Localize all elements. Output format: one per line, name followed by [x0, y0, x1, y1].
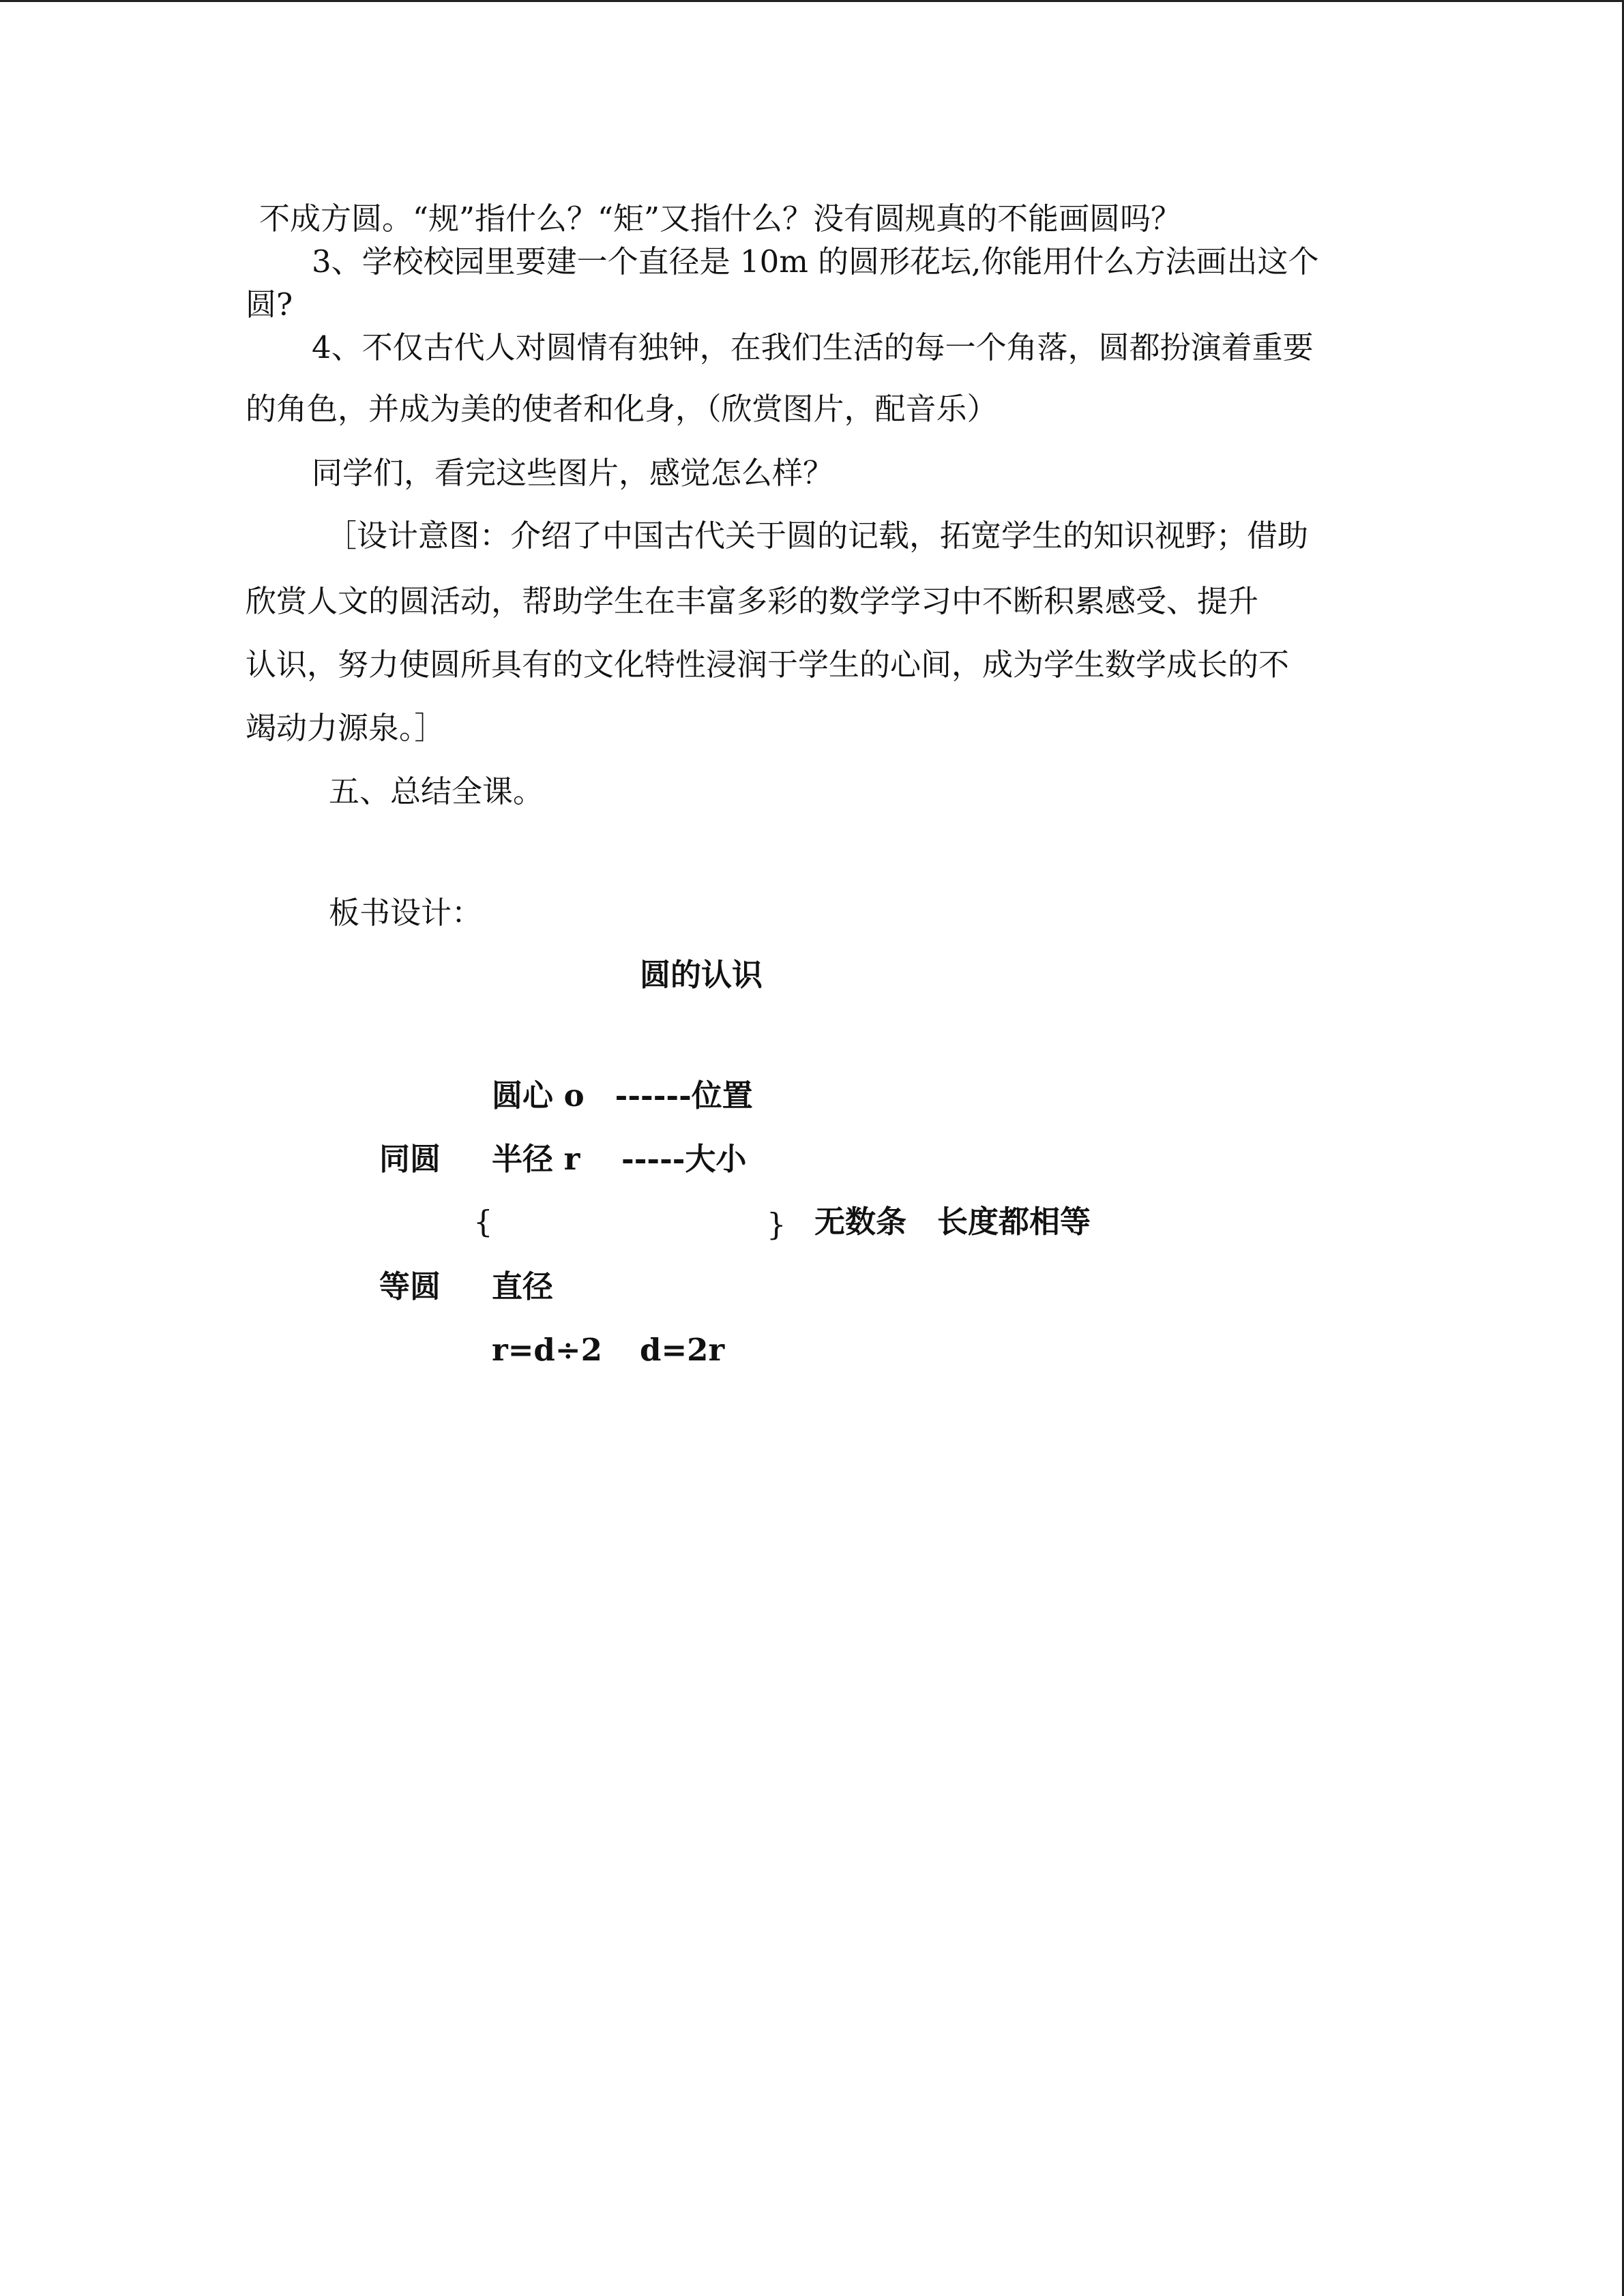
paragraph-line: ［设计意图：介绍了中国古代关于圆的记载，拓宽学生的知识视野；借助 [326, 518, 1309, 554]
board-note: 无数条 长度都相等 [814, 1204, 1091, 1240]
paragraph-line: 3、学校校园里要建一个直径是 10m 的圆形花坛,你能用什么方法画出这个 [312, 243, 1319, 280]
board-design-label: 板书设计： [329, 895, 483, 931]
paragraph-line: 认识，努力使圆所具有的文化特性浸润于学生的心间，成为学生数学成长的不 [246, 646, 1290, 683]
paragraph-line: 欣赏人文的圆活动，帮助学生在丰富多彩的数学学习中不断积累感受、提升 [246, 583, 1259, 619]
board-row-center: 圆心 o ------位置 [492, 1077, 753, 1114]
paragraph-line: 同学们，看完这些图片，感觉怎么样？ [312, 455, 834, 491]
board-label-equal-circle: 等圆 [379, 1268, 441, 1304]
right-brace: } [767, 1206, 786, 1242]
board-formula-radius: r=d÷2 [492, 1332, 602, 1368]
paragraph-line: 4、不仅古代人对圆情有独钟，在我们生活的每一个角落，圆都扮演着重要 [312, 329, 1314, 366]
board-row-diameter: 直径 [492, 1268, 554, 1304]
board-row-radius: 半径 r -----大小 [492, 1141, 747, 1177]
page-border-top [0, 0, 1624, 2]
paragraph-line: 的角色，并成为美的使者和化身，（欣赏图片，配音乐） [246, 391, 998, 427]
board-label-same-circle: 同圆 [379, 1141, 441, 1177]
paragraph-line: 圆? [246, 286, 293, 323]
paragraph-line: 不成方圆。“规”指什么？“矩”又指什么？没有圆规真的不能画圆吗？ [259, 200, 1182, 237]
paragraph-line: 竭动力源泉。］ [246, 710, 445, 746]
section-heading: 五、总结全课。 [329, 773, 544, 809]
left-brace: { [473, 1204, 493, 1240]
board-formula-diameter: d=2r [640, 1332, 725, 1368]
board-title: 圆的认识 [640, 957, 763, 993]
